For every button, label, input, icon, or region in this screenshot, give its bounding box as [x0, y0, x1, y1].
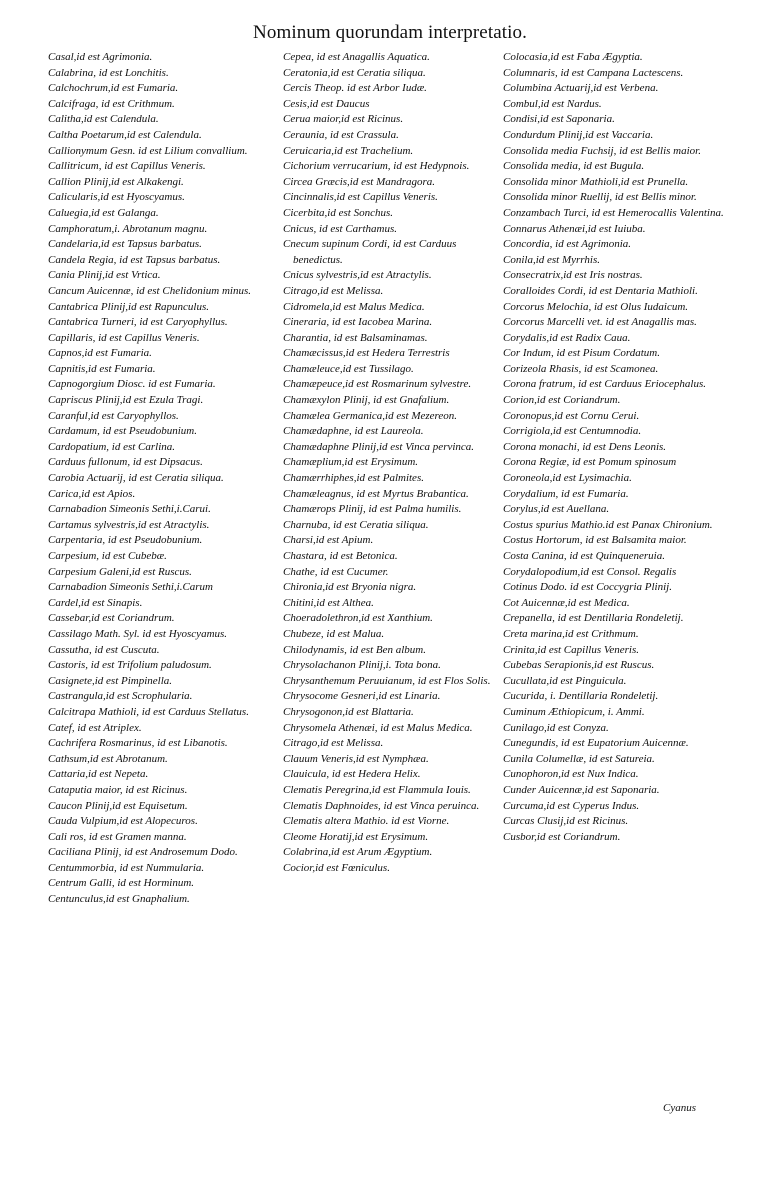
- glossary-entry: Corona Regiæ, id est Pomum spinosum: [503, 456, 677, 469]
- glossary-entry: Centunculus,id est Gnaphalium.: [48, 893, 190, 906]
- glossary-entry: Carica,id est Apios.: [48, 487, 136, 500]
- glossary-entry: Cidromela,id est Malus Medica.: [283, 300, 425, 313]
- glossary-entry: Citrago,id est Melissa.: [283, 737, 384, 750]
- glossary-entry: Callitricum, id est Capillus Veneris.: [48, 160, 206, 173]
- glossary-entry: Capnos,id est Fumaria.: [48, 347, 152, 360]
- glossary-entry: Ceruicaria,id est Trachelium.: [283, 144, 414, 157]
- glossary-entry: Calcifraga, id est Crithmum.: [48, 97, 175, 110]
- glossary-entry: Cerua maior,id est Ricinus.: [283, 113, 404, 126]
- glossary-entry: Cardel,id est Sinapis.: [48, 596, 143, 609]
- glossary-entry: Clematis altera Mathio. id est Viorne.: [283, 815, 450, 828]
- glossary-entry: Chamærops Plinij, id est Palma humilis.: [283, 503, 462, 516]
- glossary-entry: Chrysomela Athenæi, id est Malus Medica.: [283, 721, 473, 734]
- glossary-entry: Chironia,id est Bryonia nigra.: [283, 581, 417, 594]
- glossary-entry: Cesis,id est Daucus: [283, 97, 370, 110]
- glossary-entry: Carduus fullonum, id est Dipsacus.: [48, 456, 203, 469]
- glossary-entry: Cantabrica Turneri, id est Caryophyllus.: [48, 316, 228, 329]
- glossary-entry: Chamæplium,id est Erysimum.: [283, 456, 419, 469]
- glossary-entry: Cunila Columellæ, id est Satureia.: [503, 752, 655, 765]
- glossary-entry: Cusbor,id est Coriandrum.: [503, 830, 621, 843]
- glossary-entry: Charnuba, id est Ceratia siliqua.: [283, 518, 429, 531]
- glossary-entry: Cunophoron,id est Nux Indica.: [503, 768, 639, 781]
- glossary-entry: Corcorus Melochia, id est Olus Iudaicum.: [503, 300, 689, 313]
- glossary-entry: Chamæpeuce,id est Rosmarinum sylvestre.: [283, 378, 472, 391]
- glossary-entry: Corydalis,id est Radix Caua.: [503, 331, 631, 344]
- glossary-entry: Corcorus Marcelli vet. id est Anagallis mas.: [503, 316, 697, 329]
- glossary-entry: Corona fratrum, id est Carduus Eriocephalus.: [503, 378, 707, 391]
- glossary-entry: Candela Regia, id est Tapsus barbatus.: [48, 253, 221, 266]
- glossary-entry: Choeradolethron,id est Xanthium.: [283, 612, 433, 625]
- glossary-entry: Callionymum Gesn. id est Lilium convallium.: [48, 144, 248, 157]
- glossary-entry: Colocasia,id est Faba Ægyptia.: [503, 51, 643, 63]
- glossary-entry: Consolida media, id est Bugula.: [503, 160, 645, 173]
- glossary-entry: Callion Plinij,id est Alkakengi.: [48, 175, 184, 188]
- glossary-entry: Circea Græcis,id est Mandragora.: [283, 175, 436, 188]
- glossary-entry: Corona monachi, id est Dens Leonis.: [503, 440, 667, 453]
- glossary-entry: Capnogorgium Diosc. id est Fumaria.: [48, 378, 216, 391]
- glossary-entry: Creta marina,id est Crithmum.: [503, 627, 639, 640]
- column-3: [503, 50, 747, 845]
- glossary-entry: Corizeola Rhasis, id est Scamonea.: [503, 362, 659, 375]
- glossary-entry: Catef, id est Atriplex.: [48, 721, 142, 734]
- glossary-entry: Cunegundis, id est Eupatorium Auicennæ.: [503, 737, 689, 750]
- glossary-entry: Concordia, id est Agrimonia.: [503, 238, 632, 251]
- glossary-entry: Chastara, id est Betonica.: [283, 550, 398, 562]
- glossary-entry: Corrigiola,id est Centumnodia.: [503, 425, 642, 438]
- glossary-entry: Carnabadion Simeonis Sethi,i.Carui.: [48, 503, 211, 516]
- glossary-entry: Camphoratum,i. Abrotanum magnu.: [48, 222, 208, 235]
- glossary-entry: Cineraria, id est Iacobea Marina.: [283, 316, 433, 329]
- glossary-entry: Curcas Clusij,id est Ricinus.: [503, 815, 629, 828]
- glossary-entry: Capriscus Plinij,id est Ezula Tragi.: [48, 394, 204, 407]
- glossary-entry: Chamærrhiphes,id est Palmites.: [283, 472, 424, 485]
- glossary-entry: Colabrina,id est Arum Ægyptium.: [283, 846, 433, 859]
- glossary-entry: Columnaris, id est Campana Lactescens.: [503, 66, 684, 79]
- glossary-entry: Cercis Theop. id est Arbor Iudæ.: [283, 82, 427, 95]
- glossary-entry: Carobia Actuarij, id est Ceratia siliqua.: [48, 472, 224, 485]
- glossary-entry: Calitha,id est Calendula.: [48, 113, 159, 126]
- glossary-entry: Chamæleuce,id est Tussilago.: [283, 362, 414, 375]
- glossary-entry: Ceraunia, id est Crassula.: [283, 128, 399, 141]
- glossary-entry: Casal,id est Agrimonia.: [48, 51, 153, 63]
- glossary-entry: Chrysanthemum Peruuianum, id est Flos Solis.: [283, 674, 491, 687]
- glossary-entry: Chamælea Germanica,id est Mezereon.: [283, 409, 458, 422]
- glossary-entry: Castoris, id est Trifolium paludosum.: [48, 659, 212, 672]
- glossary-entry: Cunilago,id est Conyza.: [503, 721, 609, 734]
- glossary-entry: Clematis Daphnoides, id est Vinca peruinca.: [283, 799, 480, 812]
- glossary-entry: Corydalopodium,id est Consol. Regalis: [503, 565, 677, 578]
- column-2: [283, 50, 495, 876]
- glossary-entry: Cepea, id est Anagallis Aquatica.: [283, 51, 430, 63]
- glossary-entry: Caciliana Plinij, id est Androsemum Dodo.: [48, 846, 238, 859]
- glossary-entry: Cassebar,id est Coriandrum.: [48, 612, 175, 625]
- glossary-entry: Cassilago Math. Syl. id est Hyoscyamus.: [48, 627, 228, 640]
- glossary-entry: Chrysocome Gesneri,id est Linaria.: [283, 690, 441, 703]
- glossary-entry: Cincinnalis,id est Capillus Veneris.: [283, 191, 438, 204]
- glossary-entry: Capnitis,id est Fumaria.: [48, 362, 156, 375]
- glossary-entry: Condurdum Plinij,id est Vaccaria.: [503, 128, 654, 141]
- glossary-entry: Caltha Poetarum,id est Calendula.: [48, 128, 202, 141]
- glossary-entry: Coroneola,id est Lysimachia.: [503, 472, 632, 485]
- glossary-entry: Calicularis,id est Hyoscyamus.: [48, 191, 185, 204]
- glossary-entry: Costa Canina, id est Quinqueneruia.: [503, 550, 665, 562]
- glossary-entry: Cuminum Æthiopicum, i. Ammi.: [503, 705, 645, 718]
- glossary-entry: Chubeze, id est Malua.: [283, 627, 385, 640]
- glossary-entry: Ceratonia,id est Ceratia siliqua.: [283, 66, 426, 79]
- glossary-entry: Candelaria,id est Tapsus barbatus.: [48, 238, 202, 251]
- glossary-entry: Charsi,id est Apium.: [283, 534, 374, 547]
- glossary-entry: Caucon Plinij,id est Equisetum.: [48, 799, 188, 812]
- glossary-entry: Carpesium Galeni,id est Ruscus.: [48, 565, 192, 578]
- glossary-entry: Cancum Auicennæ, id est Chelidonium minus.: [48, 284, 251, 297]
- glossary-entry: Chamæcissus,id est Hedera Terrestris: [283, 347, 450, 360]
- glossary-entry: Chamæxylon Plinij, id est Gnafalium.: [283, 394, 450, 407]
- glossary-entry: Costus spurius Mathio.id est Panax Chironium.: [503, 518, 713, 531]
- glossary-entry: Chrysolachanon Plinij,i. Tota bona.: [283, 659, 441, 672]
- glossary-entry: Cali ros, id est Gramen manna.: [48, 830, 187, 843]
- glossary-entry: Chamædaphne Plinij,id est Vinca pervinca.: [283, 440, 475, 453]
- glossary-entry: Corion,id est Coriandrum.: [503, 394, 621, 407]
- glossary-entry: Columbina Actuarij,id est Verbena.: [503, 82, 659, 95]
- glossary-entry: Chrysogonon,id est Blattaria.: [283, 705, 414, 718]
- glossary-entry: Centummorbia, id est Nummularia.: [48, 861, 205, 874]
- glossary-entry: Cleome Horatij,id est Erysimum.: [283, 830, 429, 843]
- glossary-entry: Carnabadion Simeonis Sethi,i.Carum: [48, 581, 214, 594]
- glossary-entry: Curcuma,id est Cyperus Indus.: [503, 799, 640, 812]
- glossary-entry: Cotinus Dodo. id est Coccygria Plinij.: [503, 581, 672, 594]
- glossary-entry: Connarus Athenæi,id est Iuiuba.: [503, 222, 646, 235]
- glossary-entry: Cauda Vulpium,id est Alopecuros.: [48, 815, 198, 828]
- glossary-entry: Corydalium, id est Fumaria.: [503, 487, 629, 500]
- glossary-entry: Clauicula, id est Hedera Helix.: [283, 768, 421, 781]
- glossary-entry: Consolida media Fuchsij, id est Bellis maior.: [503, 144, 701, 157]
- glossary-entry: Clauum Veneris,id est Nymphæa.: [283, 752, 429, 765]
- glossary-entry: Carpesium, id est Cubebæ.: [48, 550, 167, 562]
- glossary-entry: Cubebas Serapionis,id est Ruscus.: [503, 659, 655, 672]
- glossary-entry: Chamæleagnus, id est Myrtus Brabantica.: [283, 487, 469, 500]
- glossary-entry: Cnecum supinum Cordi, id est Carduus benedictus.: [283, 238, 457, 266]
- glossary-entry: Chitini,id est Althea.: [283, 596, 374, 609]
- glossary-entry: Cnicus, id est Carthamus.: [283, 222, 397, 235]
- glossary-entry: Carpentaria, id est Pseudobunium.: [48, 534, 203, 547]
- glossary-entry: Consolida minor Ruellij, id est Bellis minor.: [503, 191, 697, 204]
- glossary-entry: Centrum Galli, id est Horminum.: [48, 877, 195, 890]
- glossary-entry: Crinita,id est Capillus Veneris.: [503, 643, 639, 656]
- glossary-entry: Corylus,id est Auellana.: [503, 503, 610, 516]
- glossary-entry: Crepanella, id est Dentillaria Rondeletij.: [503, 612, 684, 625]
- catchword: Cyanus: [663, 1102, 696, 1114]
- glossary-entry: Cor Indum, id est Pisum Cordatum.: [503, 347, 660, 360]
- glossary-entry: Calabrina, id est Lonchitis.: [48, 66, 169, 79]
- glossary-entry: Cachrifera Rosmarinus, id est Libanotis.: [48, 737, 228, 750]
- glossary-entry: Cunder Auicennæ,id est Saponaria.: [503, 783, 660, 796]
- glossary-entry: Caranful,id est Caryophyllos.: [48, 409, 179, 422]
- glossary-entry: Cathsum,id est Abrotanum.: [48, 752, 168, 765]
- glossary-entry: Calchochrum,id est Fumaria.: [48, 82, 179, 95]
- glossary-entry: Chathe, id est Cucumer.: [283, 565, 389, 578]
- glossary-entry: Charantia, id est Balsaminamas.: [283, 331, 428, 344]
- glossary-entry: Cania Plinij,id est Vrtica.: [48, 269, 161, 282]
- glossary-entry: Chamædaphne, id est Laureola.: [283, 425, 424, 438]
- page-title: Nominum quorundam interpretatio.: [253, 22, 527, 43]
- glossary-entry: Conila,id est Myrrhis.: [503, 253, 600, 266]
- glossary-entry: Capillaris, id est Capillus Veneris.: [48, 331, 200, 344]
- glossary-entry: Cicerbita,id est Sonchus.: [283, 206, 393, 219]
- glossary-entry: Cot Auicennæ,id est Medica.: [503, 596, 630, 609]
- glossary-entry: Cantabrica Plinij,id est Rapunculus.: [48, 300, 210, 313]
- glossary-entry: Cucullata,id est Pinguicula.: [503, 674, 627, 687]
- glossary-entry: Combul,id est Nardus.: [503, 97, 602, 110]
- glossary-entry: Consolida minor Mathioli,id est Prunella.: [503, 175, 689, 188]
- glossary-entry: Cucurida, i. Dentillaria Rondeletij.: [503, 690, 659, 703]
- glossary-entry: Cartamus sylvestris,id est Atractylis.: [48, 518, 210, 531]
- glossary-entry: Clematis Peregrina,id est Flammula Iouis.: [283, 783, 471, 796]
- glossary-entry: Cichorium verrucarium, id est Hedypnois.: [283, 160, 470, 173]
- glossary-entry: Consecratrix,id est Iris nostras.: [503, 269, 643, 282]
- glossary-entry: Chilodynamis, id est Ben album.: [283, 643, 426, 656]
- glossary-entry: Conzambach Turci, id est Hemerocallis Valentina.: [503, 206, 724, 219]
- glossary-entry: Calcitrapa Mathioli, id est Carduus Stellatus.: [48, 705, 249, 718]
- glossary-entry: Cattaria,id est Nepeta.: [48, 768, 149, 781]
- glossary-entry: Casignete,id est Pimpinella.: [48, 674, 173, 687]
- glossary-entry: Caluegia,id est Galanga.: [48, 206, 159, 219]
- glossary-entry: Castrangula,id est Scrophularia.: [48, 690, 193, 703]
- glossary-entry: Cardamum, id est Pseudobunium.: [48, 425, 198, 438]
- glossary-entry: Citrago,id est Melissa.: [283, 284, 384, 297]
- column-1: [48, 50, 270, 908]
- glossary-entry: Cocior,id est Fœniculus.: [283, 861, 390, 874]
- glossary-entry: Cataputia maior, id est Ricinus.: [48, 783, 188, 796]
- glossary-entry: Cassutha, id est Cuscuta.: [48, 643, 160, 656]
- glossary-entry: Cardopatium, id est Carlina.: [48, 440, 176, 453]
- glossary-entry: Coralloides Cordi, id est Dentaria Mathioli.: [503, 284, 698, 297]
- glossary-entry: Condisi,id est Saponaria.: [503, 113, 615, 126]
- glossary-entry: Costus Hortorum, id est Balsamita maior.: [503, 534, 687, 547]
- glossary-entry: Cnicus sylvestris,id est Atractylis.: [283, 269, 432, 282]
- glossary-entry: Coronopus,id est Cornu Cerui.: [503, 409, 640, 422]
